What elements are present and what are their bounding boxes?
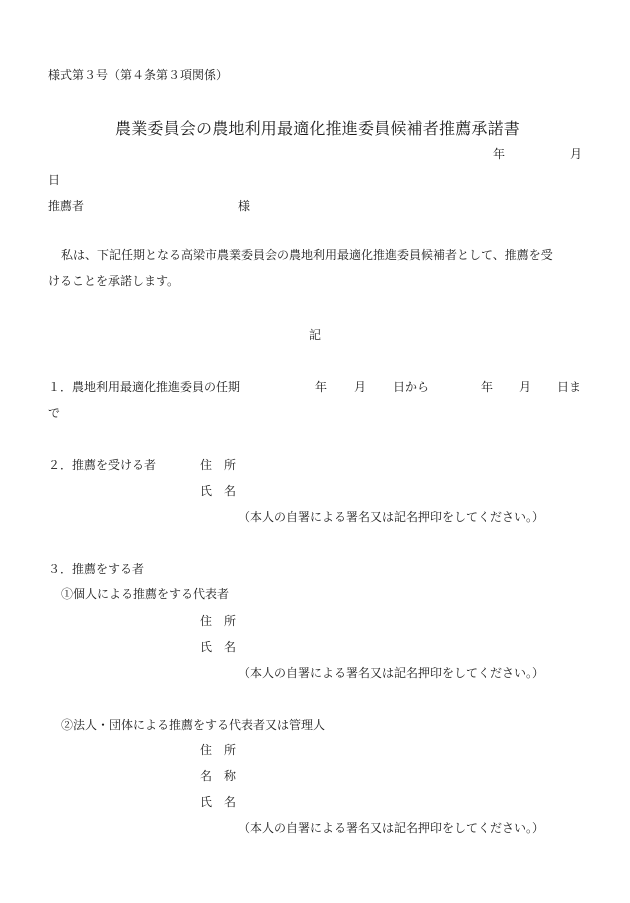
item1-from-day: 日から (393, 380, 430, 394)
item2-name-label: 氏 名 (200, 484, 237, 498)
item3-corporate-label: ②法人・団体による推薦をする代表者又は管理人 (61, 718, 326, 732)
item1-to-month: 月 (519, 380, 532, 394)
item1-from-year: 年 (315, 380, 328, 394)
item2-label: ２．推薦を受ける者 (48, 458, 157, 472)
item3-corporate-org-name-label: 名 称 (200, 769, 237, 783)
item3-individual-signature-note: （本人の自署による署名又は記名押印をしてください。） (238, 666, 545, 680)
date-day-label: 日 (48, 173, 61, 187)
date-month-label: 月 (570, 147, 583, 161)
item3-corporate-signature-note: （本人の自署による署名又は記名押印をしてください。） (238, 821, 545, 835)
item3-individual-label: ①個人による推薦をする代表者 (61, 587, 230, 601)
item1-from-month: 月 (354, 380, 367, 394)
recipient-honorific: 様 (238, 199, 251, 213)
ki-heading: 記 (309, 328, 322, 342)
item1-label: １．農地利用最適化推進委員の任期 (48, 380, 241, 394)
item1-to-day-wrap: で (48, 406, 61, 420)
item3-individual-address-label: 住 所 (200, 614, 237, 628)
item3-corporate-address-label: 住 所 (200, 743, 237, 757)
body-line-2: けることを承諾します。 (48, 274, 180, 288)
document-title: 農業委員会の農地利用最適化推進委員候補者推薦承諾書 (115, 119, 521, 138)
recipient-label: 推薦者 (48, 199, 85, 213)
item3-individual-name-label: 氏 名 (200, 640, 237, 654)
form-number: 様式第３号（第４条第３項関係） (48, 68, 229, 82)
body-line-1: 私は、下記任期となる高梁市農業委員会の農地利用最適化推進委員候補者として、推薦を受 (61, 248, 553, 262)
date-year-label: 年 (493, 147, 506, 161)
item2-signature-note: （本人の自署による署名又は記名押印をしてください。） (238, 510, 545, 524)
item1-to-day: 日ま (557, 380, 582, 394)
item3-label: ３．推薦をする者 (48, 562, 145, 576)
item1-to-year: 年 (481, 380, 494, 394)
item3-corporate-name-label: 氏 名 (200, 795, 237, 809)
item2-address-label: 住 所 (200, 458, 237, 472)
